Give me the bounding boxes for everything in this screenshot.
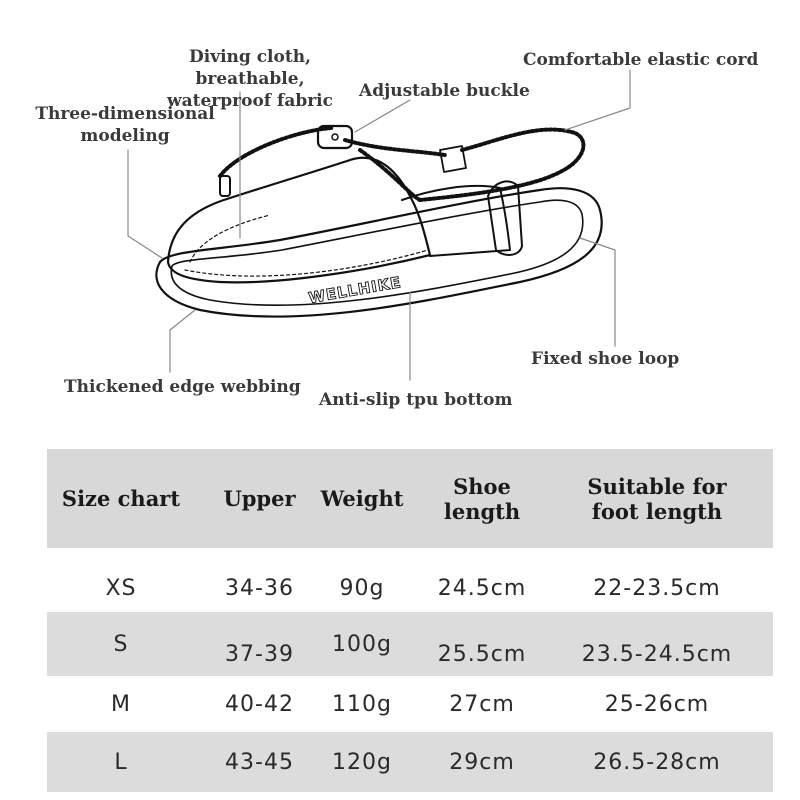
cell-foot-length: 22-23.5cm — [593, 575, 721, 601]
cell-foot-length: 26.5-28cm — [593, 749, 721, 775]
cell-upper: 37-39 — [225, 641, 294, 667]
header-foot-length: Suitable for foot length — [587, 473, 727, 524]
cell-shoe-length: 29cm — [449, 749, 515, 775]
leader-cord — [565, 70, 630, 130]
cell-shoe-length: 27cm — [449, 691, 515, 717]
table-row — [47, 732, 773, 792]
table-header — [47, 449, 773, 548]
leader-fixed — [580, 238, 615, 346]
cell-shoe-length: 24.5cm — [437, 575, 527, 601]
callout-thickened-edge: Thickened edge webbing — [64, 377, 301, 397]
cord-lace — [360, 150, 420, 200]
cell-upper: 34-36 — [225, 575, 294, 601]
cell-upper: 40-42 — [225, 691, 294, 717]
cell-upper: 43-45 — [225, 749, 294, 775]
cell-shoe-length: 25.5cm — [437, 641, 527, 667]
header-upper: Upper — [223, 486, 296, 511]
cell-weight: 100g — [332, 631, 392, 657]
cell-weight: 90g — [339, 575, 385, 601]
callout-adjustable-buckle: Adjustable buckle — [359, 81, 530, 101]
callout-three-dimensional: Three-dimensional modeling — [35, 104, 215, 146]
callout-fixed-loop: Fixed shoe loop — [531, 349, 680, 369]
elastic-cord — [220, 128, 583, 200]
leader-edge — [170, 310, 195, 372]
cell-size: S — [113, 631, 129, 657]
callout-diving-cloth: Diving cloth, breathable, waterproof fabric — [166, 47, 333, 111]
cell-weight: 120g — [332, 749, 392, 775]
brand-logo: WELLHIKE — [307, 273, 403, 308]
cell-size: XS — [105, 575, 137, 601]
cell-weight: 110g — [332, 691, 392, 717]
buckle-hole — [332, 134, 338, 140]
header-weight: Weight — [320, 486, 404, 511]
upper-seam — [190, 215, 270, 262]
callout-anti-slip: Anti-slip tpu bottom — [319, 390, 513, 410]
cord-end — [220, 176, 230, 196]
table-row — [47, 556, 773, 620]
cell-foot-length: 23.5-24.5cm — [581, 641, 733, 667]
callout-elastic-cord: Comfortable elastic cord — [523, 50, 759, 70]
cell-size: M — [111, 691, 131, 717]
table-row — [47, 676, 773, 732]
table-row — [47, 612, 773, 676]
cell-size: L — [114, 749, 128, 775]
cell-foot-length: 25-26cm — [604, 691, 710, 717]
header-size-chart: Size chart — [61, 486, 181, 511]
header-shoe-length: Shoe length — [443, 473, 521, 524]
leader-3d — [128, 150, 162, 258]
